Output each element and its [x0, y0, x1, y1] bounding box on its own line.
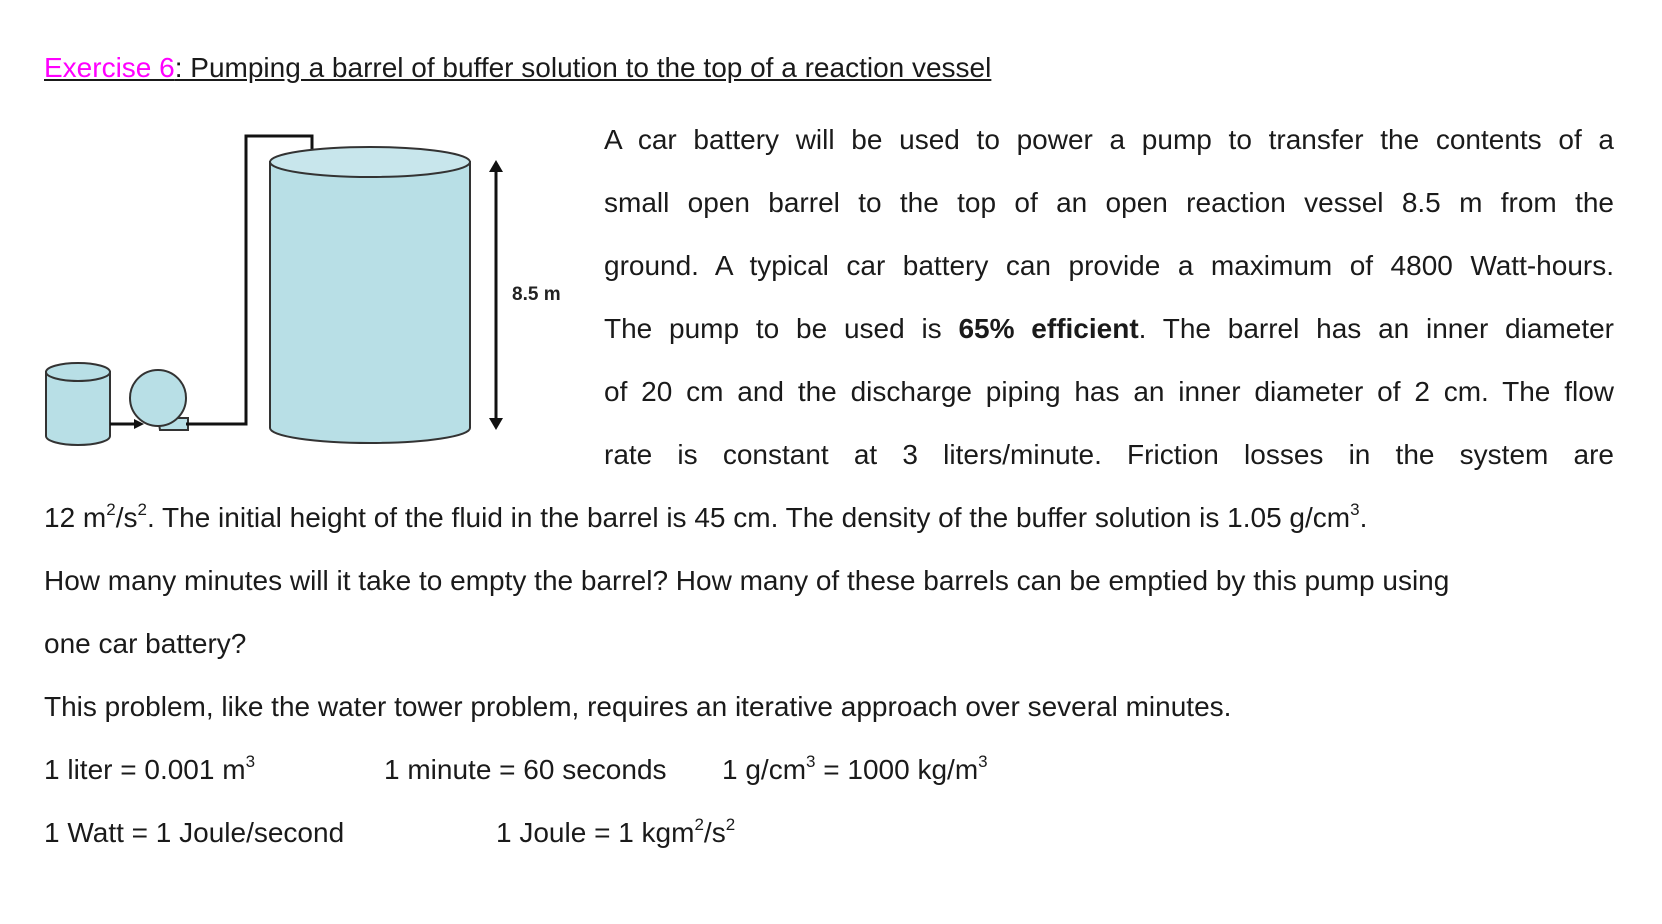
iterative-note: This problem, like the water tower problem, requires an iterative approach over several minutes. [44, 691, 1232, 722]
paragraph-line-3: ground. A typical car battery can provide a maximum of 4800 Watt-hours. [604, 250, 1614, 281]
pump-icon [130, 370, 188, 430]
superscript: 3 [1350, 499, 1360, 519]
height-label: 8.5 m [512, 284, 561, 305]
conversion-density-a: 1 g/cm [722, 754, 807, 785]
paragraph-line-4-post: . The barrel has an inner diameter [1138, 313, 1614, 344]
conversion-liter-text: 1 liter = 0.001 m [44, 754, 246, 785]
paragraph-line-2: small open barrel to the top of an open reaction vessel 8.5 m from the [604, 187, 1614, 218]
superscript: 2 [694, 814, 704, 834]
superscript: 3 [978, 751, 988, 771]
efficiency-bold: 65% efficient [958, 313, 1139, 344]
paragraph-line-4 [604, 311, 1614, 347]
paragraph-line-4-pre: The pump to be used is [604, 313, 959, 344]
paragraph-line-8: How many minutes will it take to empty the barrel? How many of these barrels can be emptied by this pump using [44, 565, 1450, 596]
small-barrel [46, 363, 110, 445]
paragraph-line-7 [44, 500, 1367, 536]
superscript: 2 [137, 499, 147, 519]
conversion-joule [496, 815, 735, 851]
exercise-label: Exercise 6 [44, 52, 175, 83]
conversion-liter [44, 752, 255, 788]
conversion-joule-b: /s [703, 817, 726, 848]
superscript: 2 [725, 814, 736, 834]
paragraph-line-9: one car battery? [44, 628, 247, 659]
pump-diagram [0, 0, 600, 460]
reaction-vessel [270, 147, 470, 443]
conversion-minute: 1 minute = 60 seconds [384, 754, 667, 785]
conversion-density-b: = 1000 kg/m [815, 754, 979, 785]
superscript: 3 [806, 751, 816, 771]
period: . [1359, 502, 1368, 533]
superscript: 3 [245, 751, 256, 771]
conversion-density [722, 752, 988, 788]
superscript: 2 [106, 499, 116, 519]
paragraph-line-1: A car battery will be used to power a pump to transfer the contents of a [604, 124, 1614, 155]
conversion-joule-a: 1 Joule = 1 kgm [496, 817, 695, 848]
friction-unit: /s [115, 502, 138, 533]
conversion-watt: 1 Watt = 1 Joule/second [44, 817, 345, 848]
paragraph-line-7-text: . The initial height of the fluid in the barrel is 45 cm. The density of the buffer solution is 1.05 g/cm [146, 502, 1351, 533]
friction-value: 12 m [44, 502, 107, 533]
inlet-pipe [110, 419, 144, 429]
height-arrow [489, 160, 503, 430]
exercise-title-text: : Pumping a barrel of buffer solution to the top of a reaction vessel [174, 52, 992, 83]
paragraph-line-6: rate is constant at 3 liters/minute. Friction losses in the system are [604, 439, 1614, 470]
paragraph-line-5: of 20 cm and the discharge piping has an inner diameter of 2 cm. The flow [604, 376, 1614, 407]
